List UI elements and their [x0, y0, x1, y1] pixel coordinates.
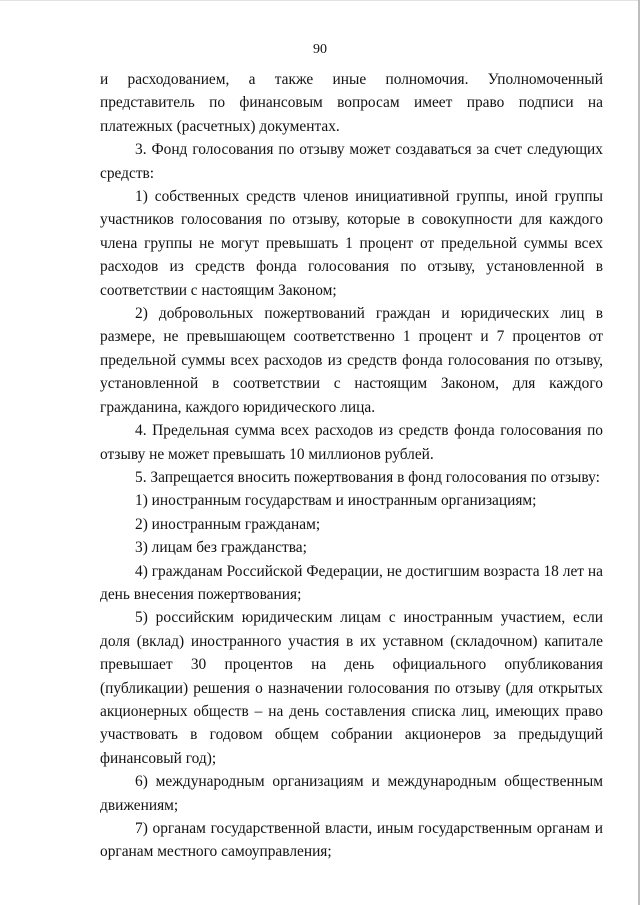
paragraph-item-5-7: 7) органам государственной власти, иным государственным органам и органам местного самоуправления;: [100, 820, 603, 861]
paragraph-item-5-4: 4) гражданам Российской Федерации, не достигшим возраста 18 лет на день внесения пожертвования;: [100, 562, 603, 603]
paragraph-continuation: и расходованием, а также иные полномочия. Уполномоченный представитель по финансовым вопросам имеет право подписи на платежных (расчетных) документах.: [100, 71, 603, 135]
document-body: [100, 68, 603, 864]
paragraph-item-3: 3. Фонд голосования по отзыву может создаваться за счет следующих средств:: [100, 141, 603, 182]
paragraph-item-5-2: 2) иностранным гражданам;: [135, 515, 321, 533]
paragraph-item-4: 4. Предельная сумма всех расходов из средств фонда голосования по отзыву не может превышать 10 миллионов рублей.: [100, 422, 603, 463]
paragraph-item-5: 5. Запрещается вносить пожертвования в фонд голосования по отзыву:: [135, 468, 600, 486]
paragraph-item-5-6: 6) международным организациям и международным общественным движениям;: [100, 773, 603, 814]
paragraph-item-5-1: 1) иностранным государствам и иностранным организациям;: [135, 492, 537, 510]
paragraph-item-5-3: 3) лицам без гражданства;: [135, 539, 307, 557]
paragraph-item-3-1: 1) собственных средств членов инициативной группы, иной группы участников голосования по отзыву, которые в совокупности для каждого члена группы не могут превышать 1 процент от предельной суммы всех расходов из средств фонда голосования по отзыву, установленной в соответствии с настоящим Законом;: [100, 188, 603, 299]
page-top-edge: [0, 0, 640, 1]
paragraph-item-5-5: 5) российским юридическим лицам с иностранным участием, если доля (вклад) иностранного участия в их уставном (складочном) капитале превышает 30 процентов на день официального опубликования (публикации) решения о назначении голосования по отзыву (для открытых акционерных обществ – на день составления списка лиц, имеющих право участвовать в годовом общем собрании акционеров за предыдущий финансовый год);: [100, 609, 603, 767]
paragraph-item-3-2: 2) добровольных пожертвований граждан и юридических лиц в размере, не превышающем соответственно 1 процент и 7 процентов от предельной суммы всех расходов из средств фонда голосования по отзыву, установленной в соответствии с настоящим Законом, для каждого гражданина, каждого юридического лица.: [100, 305, 603, 416]
page-number: 90: [313, 42, 327, 57]
